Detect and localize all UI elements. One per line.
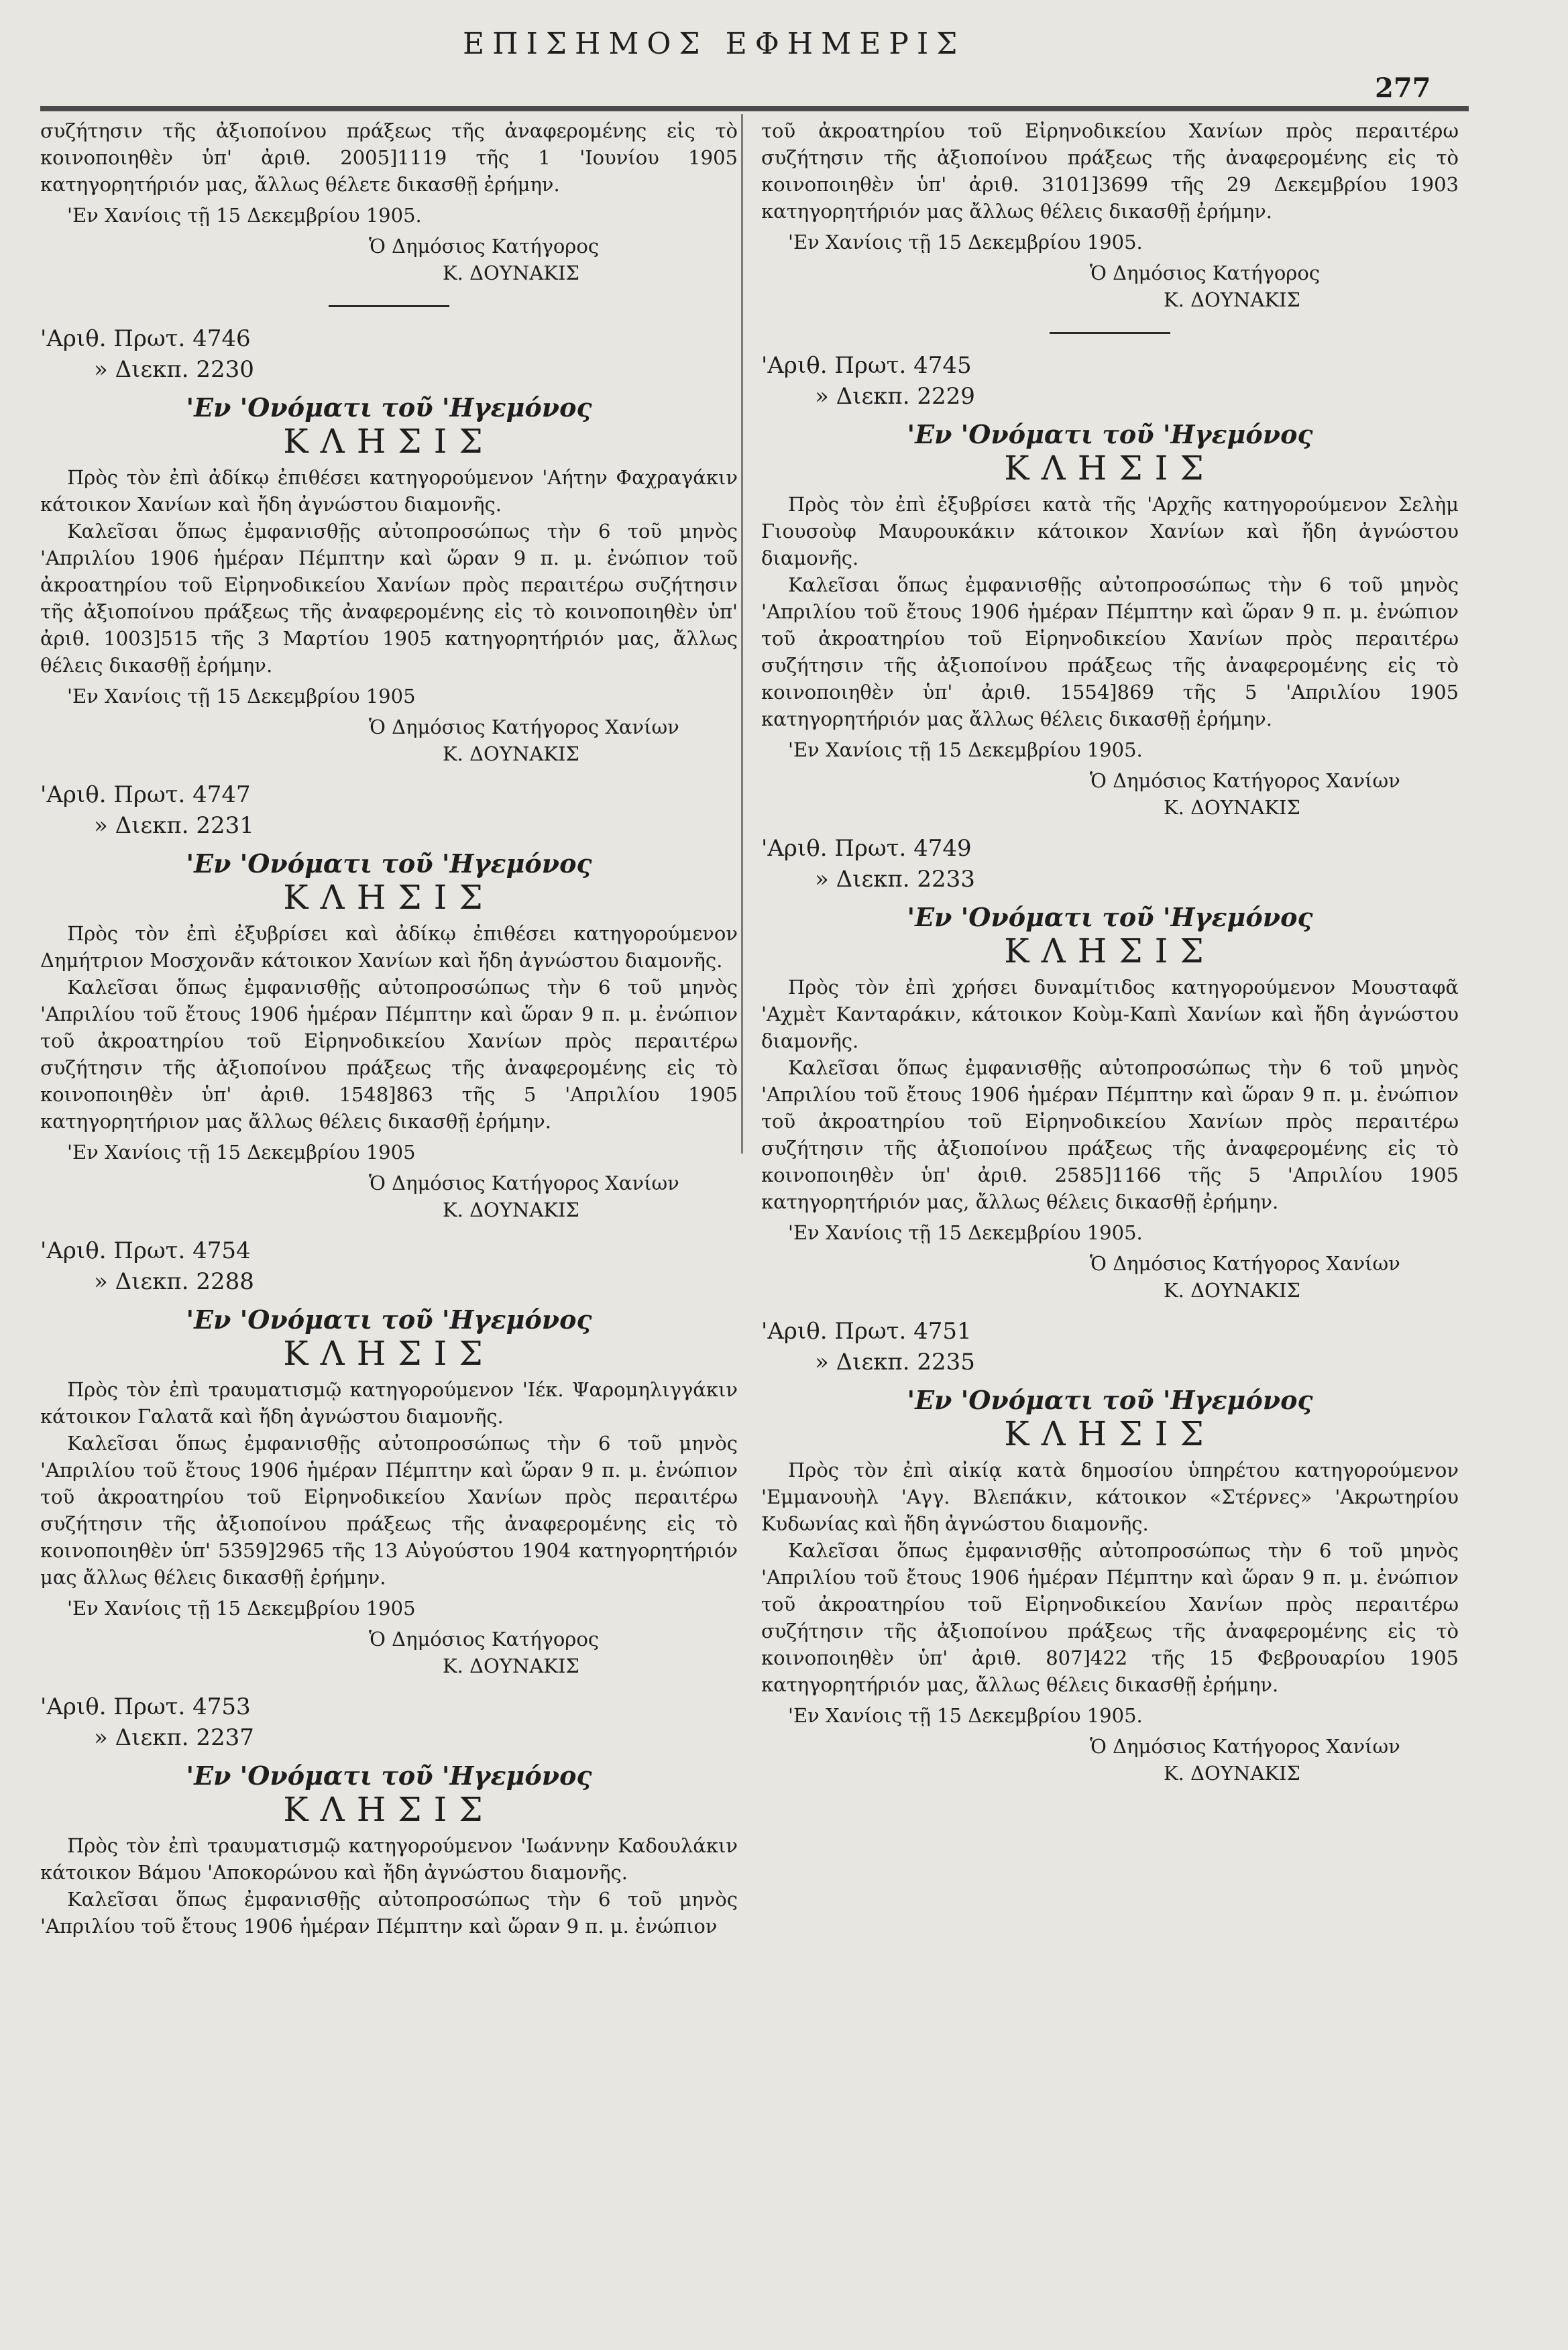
- reference-numbers: [761, 1316, 1459, 1378]
- notice-body: Καλεῖσαι ὅπως ἐμφανισθῇς αὐτοπροσώπως τὴν 6 τοῦ μηνὸς 'Απριλίου τοῦ ἔτους 1906 ἡμέραν Πέμπτην καὶ ὥραν 9 π. μ. ἐνώπιον τοῦ ἀκροατηρίου τοῦ Εἰρηνοδικείου Χανίων πρὸς περαιτέρω συζήτησιν τῆς ἀξιοποίνου πράξεως τῆς ἀναφερομένης εἰς τὸ κοινοποιηθὲν ὑπ' ἀριθ. 807]422 τῆς 15 Φεβρουαρίου 1905 κατηγορητήριόν μας, ἄλλως θέλεις δικασθῇ ἐρήμην.: [761, 1539, 1459, 1696]
- signatory-role: Ὁ Δημόσιος Κατήγορος: [369, 235, 600, 258]
- dateline: 'Εν Χανίοις τῇ 15 Δεκεμβρίου 1905: [67, 685, 416, 708]
- notice-body: Καλεῖσαι ὅπως ἐμφανισθῇς αὐτοπροσώπως τὴν 6 τοῦ μηνὸς 'Απριλίου τοῦ ἔτους 1906 ἡμέραν Πέμπτην καὶ ὥραν 9 π. μ. ἐνώπιον τοῦ ἀκροατηρίου τοῦ Εἰρηνοδικείου Χανίων πρὸς περαιτέρω συζήτησιν τῆς ἀξιοποίνου πράξεως τῆς ἀναφερομένης εἰς τὸ κοινοποιηθὲν ὑπ' 5359]2965 τῆς 13 Αὐγούστου 1904 κατηγορητήριόν μας ἄλλως θέλεις δικασθῇ ἐρήμην.: [40, 1432, 738, 1589]
- dispatch-number: » Διεκπ. 2230: [94, 356, 254, 383]
- notice-addressee: Πρὸς τὸν ἐπὶ τραυματισμῷ κατηγορούμενον 'Ιωάννην Καδουλάκιν κάτοικον Βάμου 'Αποκορώνου καὶ ἤδη ἀγνώστου διαμονῆς.: [40, 1834, 738, 1884]
- signatory-name: Κ. ΔΟΥΝΑΚΙΣ: [443, 1198, 579, 1221]
- reference-numbers: [761, 350, 1459, 412]
- dateline: 'Εν Χανίοις τῇ 15 Δεκεμβρίου 1905.: [788, 738, 1143, 761]
- dateline: 'Εν Χανίοις τῇ 15 Δεκεμβρίου 1905: [67, 1597, 416, 1620]
- right-column: [761, 117, 1459, 1799]
- signatory-name: Κ. ΔΟΥΝΑΚΙΣ: [443, 742, 579, 765]
- protocol-number: 'Αριθ. Πρωτ. 4746: [40, 325, 251, 352]
- notice-caption: 'Εν 'Ονόματι τοῦ 'Ηγεμόνος: [907, 902, 1313, 932]
- header-rule: [40, 106, 1469, 111]
- notice-body: Καλεῖσαι ὅπως ἐμφανισθῇς αὐτοπροσώπως τὴν 6 τοῦ μηνὸς 'Απριλίου τοῦ ἔτους 1906 ἡμέραν Πέμπτην καὶ ὥραν 9 π. μ. ἐνώπιον τοῦ ἀκροατηρίου τοῦ Εἰρηνοδικείου Χανίων πρὸς περαιτέρω συζήτησιν τῆς ἀξιοποίνου πράξεως τῆς ἀναφερομένης εἰς τὸ κοινοποιηθὲν ὑπ' ἀριθ. 1548]863 τῆς 5 'Απριλίου 1905 κατηγορητήριον μας ἄλλως θέλεις δικασθῇ ἐρήμην.: [40, 976, 738, 1133]
- notice: [40, 779, 738, 1223]
- continued-text: τοῦ ἀκροατηρίου τοῦ Εἰρηνοδικείου Χανίων πρὸς περαιτέρω συζήτησιν τῆς ἀξιοποίνου πράξεως τῆς ἀναφερομένης εἰς τὸ κοινοποιηθὲν ὑπ' ἀριθ. 3101]3699 τῆς 29 Δεκεμβρίου 1903 κατηγορητήριόν μας ἄλλως θέλεις δικασθῇ ἐρήμην.: [761, 119, 1459, 223]
- notice-caption: 'Εν 'Ονόματι τοῦ 'Ηγεμόνος: [186, 392, 592, 423]
- signatory-role: Ὁ Δημόσιος Κατήγορος Χανίων: [1090, 1735, 1400, 1758]
- dispatch-number: » Διεκπ. 2231: [94, 812, 254, 839]
- protocol-number: 'Αριθ. Πρωτ. 4749: [761, 835, 972, 862]
- signatory-name: Κ. ΔΟΥΝΑΚΙΣ: [1164, 1279, 1300, 1302]
- signatory-role: Ὁ Δημόσιος Κατήγορος Χανίων: [1090, 1252, 1400, 1275]
- dispatch-number: » Διεκπ. 2237: [94, 1724, 254, 1751]
- protocol-number: 'Αριθ. Πρωτ. 4745: [761, 352, 972, 379]
- notice-caption: 'Εν 'Ονόματι τοῦ 'Ηγεμόνος: [186, 1760, 592, 1791]
- signatory-role: Ὁ Δημόσιος Κατήγορος Χανίων: [369, 716, 679, 738]
- signatory-name: Κ. ΔΟΥΝΑΚΙΣ: [1164, 796, 1300, 819]
- protocol-number: 'Αριθ. Πρωτ. 4754: [40, 1237, 251, 1264]
- notice-caption: 'Εν 'Ονόματι τοῦ 'Ηγεμόνος: [907, 419, 1313, 449]
- reference-numbers: [40, 1235, 738, 1297]
- page-number: 277: [1375, 72, 1431, 104]
- signatory-role: Ὁ Δημόσιος Κατήγορος: [1090, 262, 1321, 284]
- signatory-name: Κ. ΔΟΥΝΑΚΙΣ: [443, 1655, 579, 1677]
- protocol-number: 'Αριθ. Πρωτ. 4753: [40, 1693, 251, 1720]
- notice: [40, 1235, 738, 1679]
- notice-heading: ΚΛΗΣΙΣ: [283, 1334, 495, 1373]
- notice-heading: ΚΛΗΣΙΣ: [1004, 932, 1216, 970]
- notice-addressee: Πρὸς τὸν ἐπὶ ἀδίκῳ ἐπιθέσει κατηγορούμενον 'Αήτην Φαχραγάκιν κάτοικον Χανίων καὶ ἤδη ἀγνώστου διαμονῆς.: [40, 466, 738, 516]
- signatory-role: Ὁ Δημόσιος Κατήγορος Χανίων: [369, 1172, 679, 1194]
- notice: [761, 350, 1459, 821]
- page-header: [40, 27, 1462, 104]
- notice-heading: ΚΛΗΣΙΣ: [283, 422, 495, 461]
- reference-numbers: [40, 779, 738, 841]
- protocol-number: 'Αριθ. Πρωτ. 4751: [761, 1318, 972, 1345]
- dispatch-number: » Διεκπ. 2233: [815, 866, 975, 893]
- dispatch-number: » Διεκπ. 2229: [815, 383, 975, 410]
- continued-text: συζήτησιν τῆς ἀξιοποίνου πράξεως τῆς ἀναφερομένης εἰς τὸ κοινοποιηθὲν ὑπ' ἀριθ. 2005]1119 τῆς 1 'Ιουνίου 1905 κατηγορητήριόν μας, ἄλλως θέλετε δικασθῇ ἐρήμην.: [40, 119, 738, 196]
- notice-addressee: Πρὸς τὸν ἐπὶ αἰκίᾳ κατὰ δημοσίου ὑπηρέτου κατηγορούμενον 'Εμμανουὴλ 'Αγγ. Βλεπάκιν, κάτοικον «Στέρνες» 'Ακρωτηρίου Κυδωνίας καὶ ἤδη ἀγνώστου διαμονῆς.: [761, 1459, 1459, 1535]
- notice-addressee: Πρὸς τὸν ἐπὶ χρήσει δυναμίτιδος κατηγορούμενον Μουσταφᾶ 'Αχμὲτ Κανταράκιν, κάτοικον Κοὺμ-Καπὶ Χανίων καὶ ἤδη ἀγνώστου διαμονῆς.: [761, 976, 1459, 1052]
- signatory-role: Ὁ Δημόσιος Κατήγορος: [369, 1628, 600, 1650]
- reference-numbers: [40, 323, 738, 385]
- notice: [761, 833, 1459, 1304]
- dateline: 'Εν Χανίοις τῇ 15 Δεκεμβρίου 1905.: [788, 1704, 1143, 1727]
- signatory-name: Κ. ΔΟΥΝΑΚΙΣ: [1164, 288, 1300, 311]
- notice-addressee: Πρὸς τὸν ἐπὶ τραυματισμῷ κατηγορούμενον 'Ιέκ. Ψαρομηλιγγάκιν κάτοικον Γαλατᾶ καὶ ἤδη ἀγνώστου διαμονῆς.: [40, 1378, 738, 1428]
- notice-heading: ΚΛΗΣΙΣ: [283, 1790, 495, 1829]
- reference-numbers: [761, 833, 1459, 895]
- column-divider: [741, 114, 743, 1154]
- reference-numbers: [40, 1691, 738, 1753]
- signatory-name: Κ. ΔΟΥΝΑΚΙΣ: [1164, 1762, 1300, 1785]
- signatory-name: Κ. ΔΟΥΝΑΚΙΣ: [443, 262, 579, 284]
- dispatch-number: » Διεκπ. 2288: [94, 1268, 254, 1295]
- notice-body: Καλεῖσαι ὅπως ἐμφανισθῇς αὐτοπροσώπως τὴν 6 τοῦ μηνὸς 'Απριλίου τοῦ ἔτους 1906 ἡμέραν Πέμπτην καὶ ὥραν 9 π. μ. ἐνώπιον τοῦ ἀκροατηρίου τοῦ Εἰρηνοδικείου Χανίων πρὸς περαιτέρω συζήτησιν τῆς ἀξιοποίνου πράξεως τῆς ἀναφερομένης εἰς τὸ κοινοποιηθὲν ὑπ' ἀριθ. 1554]869 τῆς 5 'Απριλίου 1905 κατηγορητήριόν μας ἄλλως θέλεις δικασθῇ ἐρήμην.: [761, 573, 1459, 730]
- notice-body: Καλεῖσαι ὅπως ἐμφανισθῇς αὐτοπροσώπως τὴν 6 τοῦ μηνὸς 'Απριλίου 1906 ἡμέραν Πέμπτην καὶ ὥραν 9 π. μ. ἐνώπιον τοῦ ἀκροατηρίου τοῦ Εἰρηνοδικείου Χανίων πρὸς περαιτέρω συζήτησιν τῆς ἀξιοποίνου πράξεως τῆς ἀναφερομένης εἰς τὸ κοινοποιηθὲν ὑπ' ἀριθ. 1003]515 τῆς 3 Μαρτίου 1905 κατηγορητήριόν μας, ἄλλως θέλεις δικασθῇ ἐρήμην.: [40, 520, 738, 677]
- separator-rule: [1050, 332, 1170, 334]
- dateline: 'Εν Χανίοις τῇ 15 Δεκεμβρίου 1905: [67, 1141, 416, 1164]
- notice-body: Καλεῖσαι ὅπως ἐμφανισθῇς αὐτοπροσώπως τὴν 6 τοῦ μηνὸς 'Απριλίου τοῦ ἔτους 1906 ἡμέραν Πέμπτην καὶ ὥραν 9 π. μ. ἐνώπιον τοῦ ἀκροατηρίου τοῦ Εἰρηνοδικείου Χανίων πρὸς περαιτέρω συζήτησιν τῆς ἀξιοποίνου πράξεως τῆς ἀναφερομένης εἰς τὸ κοινοποιηθὲν ὑπ' ἀριθ. 2585]1166 τῆς 5 'Απριλίου 1905 κατηγορητήριόν μας, ἄλλως θέλεις δικασθῇ ἐρήμην.: [761, 1056, 1459, 1213]
- signatory-role: Ὁ Δημόσιος Κατήγορος Χανίων: [1090, 769, 1400, 792]
- separator-rule: [329, 305, 449, 307]
- notice-heading: ΚΛΗΣΙΣ: [283, 878, 495, 917]
- dispatch-number: » Διεκπ. 2235: [815, 1349, 975, 1376]
- dateline: 'Εν Χανίοις τῇ 15 Δεκεμβρίου 1905.: [67, 204, 422, 227]
- notice-body: Καλεῖσαι ὅπως ἐμφανισθῇς αὐτοπροσώπως τὴν 6 τοῦ μηνὸς 'Απριλίου τοῦ ἔτους 1906 ἡμέραν Πέμπτην καὶ ὥραν 9 π. μ. ἐνώπιον: [40, 1888, 738, 1938]
- notice: [40, 323, 738, 767]
- dateline: 'Εν Χανίοις τῇ 15 Δεκεμβρίου 1905.: [788, 1221, 1143, 1244]
- notice-heading: ΚΛΗΣΙΣ: [1004, 449, 1216, 488]
- notice-caption: 'Εν 'Ονόματι τοῦ 'Ηγεμόνος: [186, 1304, 592, 1335]
- notice-heading: ΚΛΗΣΙΣ: [1004, 1414, 1216, 1453]
- notice-caption: 'Εν 'Ονόματι τοῦ 'Ηγεμόνος: [907, 1385, 1313, 1415]
- notice: [761, 1316, 1459, 1787]
- notice-addressee: Πρὸς τὸν ἐπὶ ἐξυβρίσει καὶ ἀδίκῳ ἐπιθέσει κατηγορούμενον Δημήτριον Μοσχονᾶν κάτοικον Χανίων καὶ ἤδη ἀγνώστου διαμονῆς.: [40, 922, 738, 972]
- left-column: [40, 117, 738, 1952]
- notice: [40, 1691, 738, 1940]
- dateline: 'Εν Χανίοις τῇ 15 Δεκεμβρίου 1905.: [788, 231, 1143, 254]
- newspaper-title: ΕΠΙΣΗΜΟΣ ΕΦΗΜΕΡΙΣ: [463, 27, 966, 61]
- notice-caption: 'Εν 'Ονόματι τοῦ 'Ηγεμόνος: [186, 848, 592, 879]
- protocol-number: 'Αριθ. Πρωτ. 4747: [40, 781, 251, 808]
- notice-addressee: Πρὸς τὸν ἐπὶ ἐξυβρίσει κατὰ τῆς 'Αρχῆς κατηγορούμενον Σελὴμ Γιουσοὺφ Μαυρουκάκιν κάτοικον Χανίων καὶ ἤδη ἀγνώστου διαμονῆς.: [761, 493, 1459, 569]
